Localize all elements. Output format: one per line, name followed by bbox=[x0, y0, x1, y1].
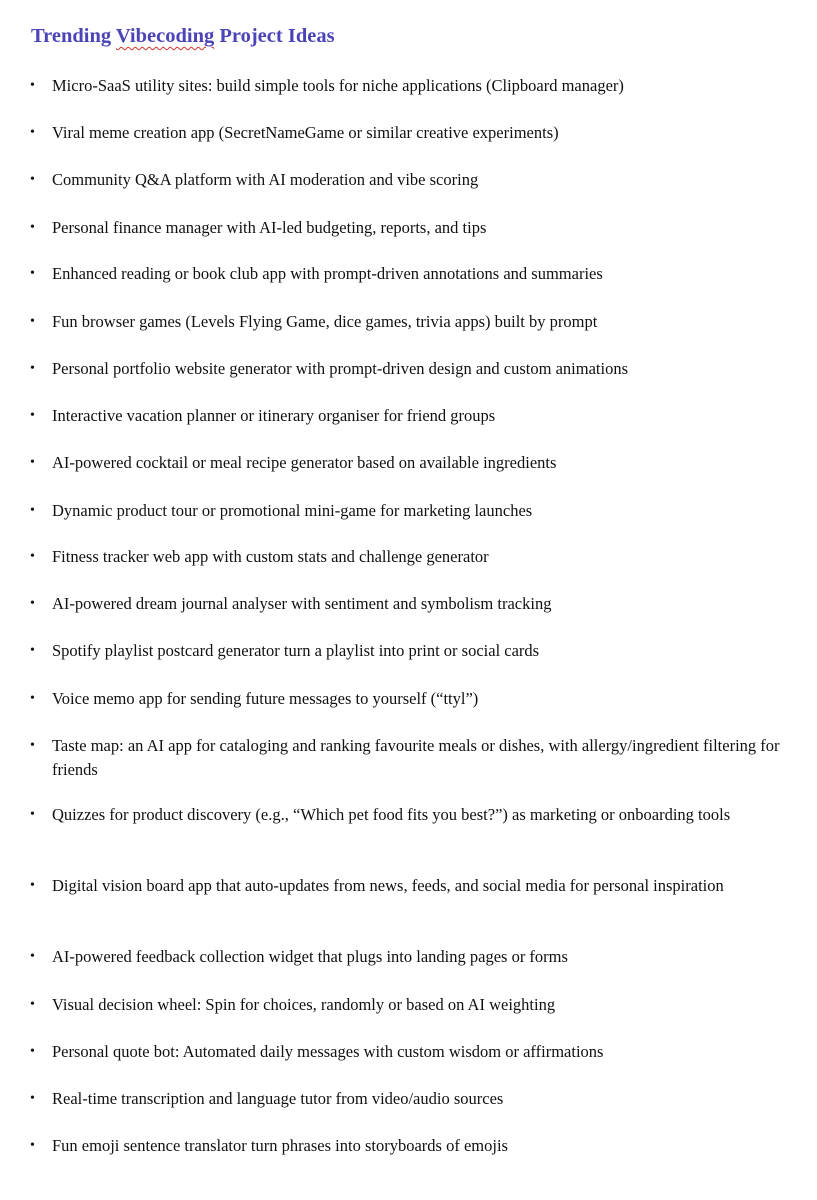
list-item-text: Fitness tracker web app with custom stats and challenge generator bbox=[52, 547, 489, 566]
list-item-text: Fun emoji sentence translator turn phrases into storyboards of emojis bbox=[52, 1136, 508, 1155]
bullet-icon: • bbox=[30, 997, 35, 1012]
bullet-icon: • bbox=[30, 172, 35, 187]
list-item-text: AI-powered feedback collection widget that plugs into landing pages or forms bbox=[52, 947, 568, 966]
title-misspelled-word: Vibecoding bbox=[115, 25, 215, 47]
list-item-text: AI-powered dream journal analyser with sentiment and symbolism tracking bbox=[52, 594, 552, 613]
bullet-icon: • bbox=[30, 314, 35, 329]
list-item-text: Visual decision wheel: Spin for choices, randomly or based on AI weighting bbox=[52, 995, 556, 1014]
bullet-icon: • bbox=[30, 220, 35, 235]
list-item-text: Taste map: an AI app for cataloging and ranking favourite meals or dishes, with allergy/ingredient filtering for friends bbox=[52, 736, 780, 779]
bullet-icon: • bbox=[30, 738, 35, 753]
list-item-text: Fun browser games (Levels Flying Game, dice games, trivia apps) built by prompt bbox=[52, 312, 598, 331]
title-part-1: Trending bbox=[31, 25, 116, 47]
bullet-icon: • bbox=[30, 596, 35, 611]
list-item-text: Digital vision board app that auto-updates from news, feeds, and social media for personal inspiration bbox=[52, 876, 724, 895]
list-item-text: Enhanced reading or book club app with prompt-driven annotations and summaries bbox=[52, 264, 603, 283]
list-item-text: Personal portfolio website generator with prompt-driven design and custom animations bbox=[52, 359, 629, 378]
list-item-text: AI-powered cocktail or meal recipe generator based on available ingredients bbox=[52, 453, 557, 472]
bullet-icon: • bbox=[30, 1091, 35, 1106]
title-part-3: Project Ideas bbox=[214, 25, 335, 47]
bullet-icon: • bbox=[30, 503, 35, 518]
list-item-text: Micro-SaaS utility sites: build simple tools for niche applications (Clipboard manager) bbox=[52, 76, 624, 95]
bullet-icon: • bbox=[30, 643, 35, 658]
bullet-icon: • bbox=[30, 408, 35, 423]
list-item-text: Personal quote bot: Automated daily messages with custom wisdom or affirmations bbox=[52, 1042, 604, 1061]
bullet-icon: • bbox=[30, 1044, 35, 1059]
bullet-icon: • bbox=[30, 549, 35, 564]
bullet-icon: • bbox=[30, 125, 35, 140]
list-item-text: Voice memo app for sending future messages to yourself (“ttyl”) bbox=[52, 689, 479, 708]
list-item-text: Spotify playlist postcard generator turn a playlist into print or social cards bbox=[52, 641, 540, 660]
list-item-text: Viral meme creation app (SecretNameGame or similar creative experiments) bbox=[52, 123, 559, 142]
list-item-text: Interactive vacation planner or itinerary organiser for friend groups bbox=[52, 406, 496, 425]
list-item-text: Personal finance manager with AI-led budgeting, reports, and tips bbox=[52, 218, 487, 237]
list-item-text: Dynamic product tour or promotional mini-game for marketing launches bbox=[52, 501, 533, 520]
bullet-icon: • bbox=[30, 266, 35, 281]
bullet-icon: • bbox=[30, 949, 35, 964]
bullet-icon: • bbox=[30, 1138, 35, 1153]
page-title bbox=[31, 22, 335, 50]
bullet-icon: • bbox=[30, 455, 35, 470]
bullet-icon: • bbox=[30, 807, 35, 822]
bullet-icon: • bbox=[30, 691, 35, 706]
bullet-icon: • bbox=[30, 361, 35, 376]
list-item-text: Real-time transcription and language tutor from video/audio sources bbox=[52, 1089, 504, 1108]
list-item-text: Community Q&A platform with AI moderation and vibe scoring bbox=[52, 170, 479, 189]
list-item-text: Quizzes for product discovery (e.g., “Which pet food fits you best?”) as marketing or onboarding tools bbox=[52, 805, 731, 824]
bullet-icon: • bbox=[30, 878, 35, 893]
bullet-icon: • bbox=[30, 78, 35, 93]
